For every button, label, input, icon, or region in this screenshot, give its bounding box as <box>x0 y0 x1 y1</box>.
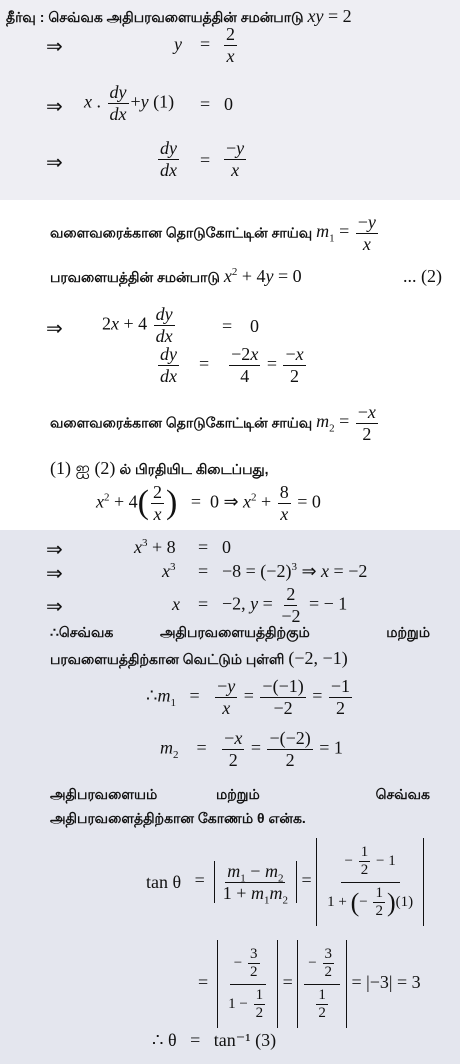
substitution-line <box>50 458 269 481</box>
therefore-a: ∴செவ்வக <box>50 624 114 640</box>
step-cube-root: ⇒ $x^3$ = $-8 = (-2)^3$ ⇒ x = −2 <box>46 561 368 585</box>
step-y-equals: ⇒ y = $\frac{2}{x}$ <box>46 24 235 66</box>
step-dydx-1: ⇒ $\frac{dy}{dx}$ = $\frac{-y}{x}$ <box>46 138 245 180</box>
final-answer: ∴ θ = tan⁻¹ (3) <box>152 1030 277 1050</box>
intersection-point: (−2, −1) <box>288 648 348 668</box>
step-parabola-diff: ⇒ 2x + 4 $\frac{dy}{dx}$ = 0 <box>46 304 259 346</box>
angle-line-2-text: அதிபரவளைத்திற்கான கோணம் θ என்க. <box>50 810 306 826</box>
solution-label: தீர்வு : <box>6 9 45 25</box>
parabola-eq-line: பரவளையத்தின் சமன்பாடு $x^2 + 4y = 0$ ... (2) <box>50 266 442 286</box>
slope-m1-text: வளைவரைக்கான தொடுகோட்டின் சாய்வு <box>50 224 313 241</box>
m1-value: $\therefore m_1$ = $\frac{-y}{x}$ = $\frac{-(-1)}{-2}$ = $\frac{-1}{2}$ <box>146 676 351 718</box>
step-xy-values: ⇒ x = −2, y = $\frac{2}{-2}$ = − 1 <box>46 584 348 626</box>
therefore-c: மற்றும் <box>386 624 430 640</box>
solution-line-1 <box>6 6 352 28</box>
step-cubic: ⇒ $x^3 + 8$ = 0 <box>46 537 231 561</box>
final-value: tan⁻¹ (3) <box>213 1030 277 1050</box>
parabola-eq-text: பரவளையத்தின் சமன்பாடு <box>50 269 220 285</box>
angle-line-1 <box>50 786 430 805</box>
slope-m1-line: வளைவரைக்கான தொடுகோட்டின் சாய்வு $m_1$ = $\frac{-y}{x}$ <box>50 212 376 254</box>
therefore-b: அதிபரவளையத்திற்கும் <box>160 624 310 640</box>
tan-theta-simplify: = − $\frac{3}{2}$ 1 − $\frac{1}{2}$ = − $\frac{3}{2}$ $\frac{1}{2}$ = |−3| = 3 <box>198 940 421 1028</box>
eq2-tag: ... (2) <box>403 266 442 286</box>
step-differentiate: ⇒ x . $\frac{dy}{dx}$ +y (1) = 0 <box>46 82 233 124</box>
therefore-line <box>50 624 430 643</box>
tan-theta-formula: tan θ = $\frac{m_1 - m_2}{1 + m_1m_2}$ = − $\frac{1}{2}$ − 1 1 + (− $\frac{1}{2}$ )(1) <box>146 838 424 926</box>
slope-m2-line: வளைவரைக்கான தொடுகோட்டின் சாய்வு $m_2$ = $\frac{-x}{2}$ <box>50 402 376 444</box>
equation-xy: xy = 2 <box>307 6 352 26</box>
intersection-text: பரவளையத்திற்கான வெட்டும் புள்ளி <box>50 651 285 667</box>
step-substituted: $x^2 + 4$( $\frac{2}{x}$ ) = 0 ⇒ $x^2$ + $\frac{8}{x}$ = 0 <box>96 482 321 524</box>
m2-value: $m_2$ = $\frac{-x}{2}$ = $\frac{-(-2)}{2}$ = 1 <box>160 728 343 770</box>
intersection-line <box>50 648 348 670</box>
substitution-text: ல் பிரதியிட கிடைப்பது, <box>119 461 269 477</box>
rect-hyperbola-eq-text: செவ்வக அதிபரவளையத்தின் சமன்பாடு <box>48 9 304 25</box>
angle-line-2 <box>50 810 306 829</box>
slope-m2-text: வளைவரைக்கான தொடுகோட்டின் சாய்வு <box>50 414 313 431</box>
angle-b: மற்றும் <box>216 786 260 802</box>
step-dydx-2: $\frac{dy}{dx}$ = $\frac{-2x}{4}$ = $\frac{-x}{2}$ <box>160 344 304 386</box>
angle-a: அதிபரவளையம் <box>50 786 158 802</box>
subst-pre: (1) ஐ (2) <box>50 458 116 478</box>
angle-c: செவ்வக <box>375 786 430 802</box>
